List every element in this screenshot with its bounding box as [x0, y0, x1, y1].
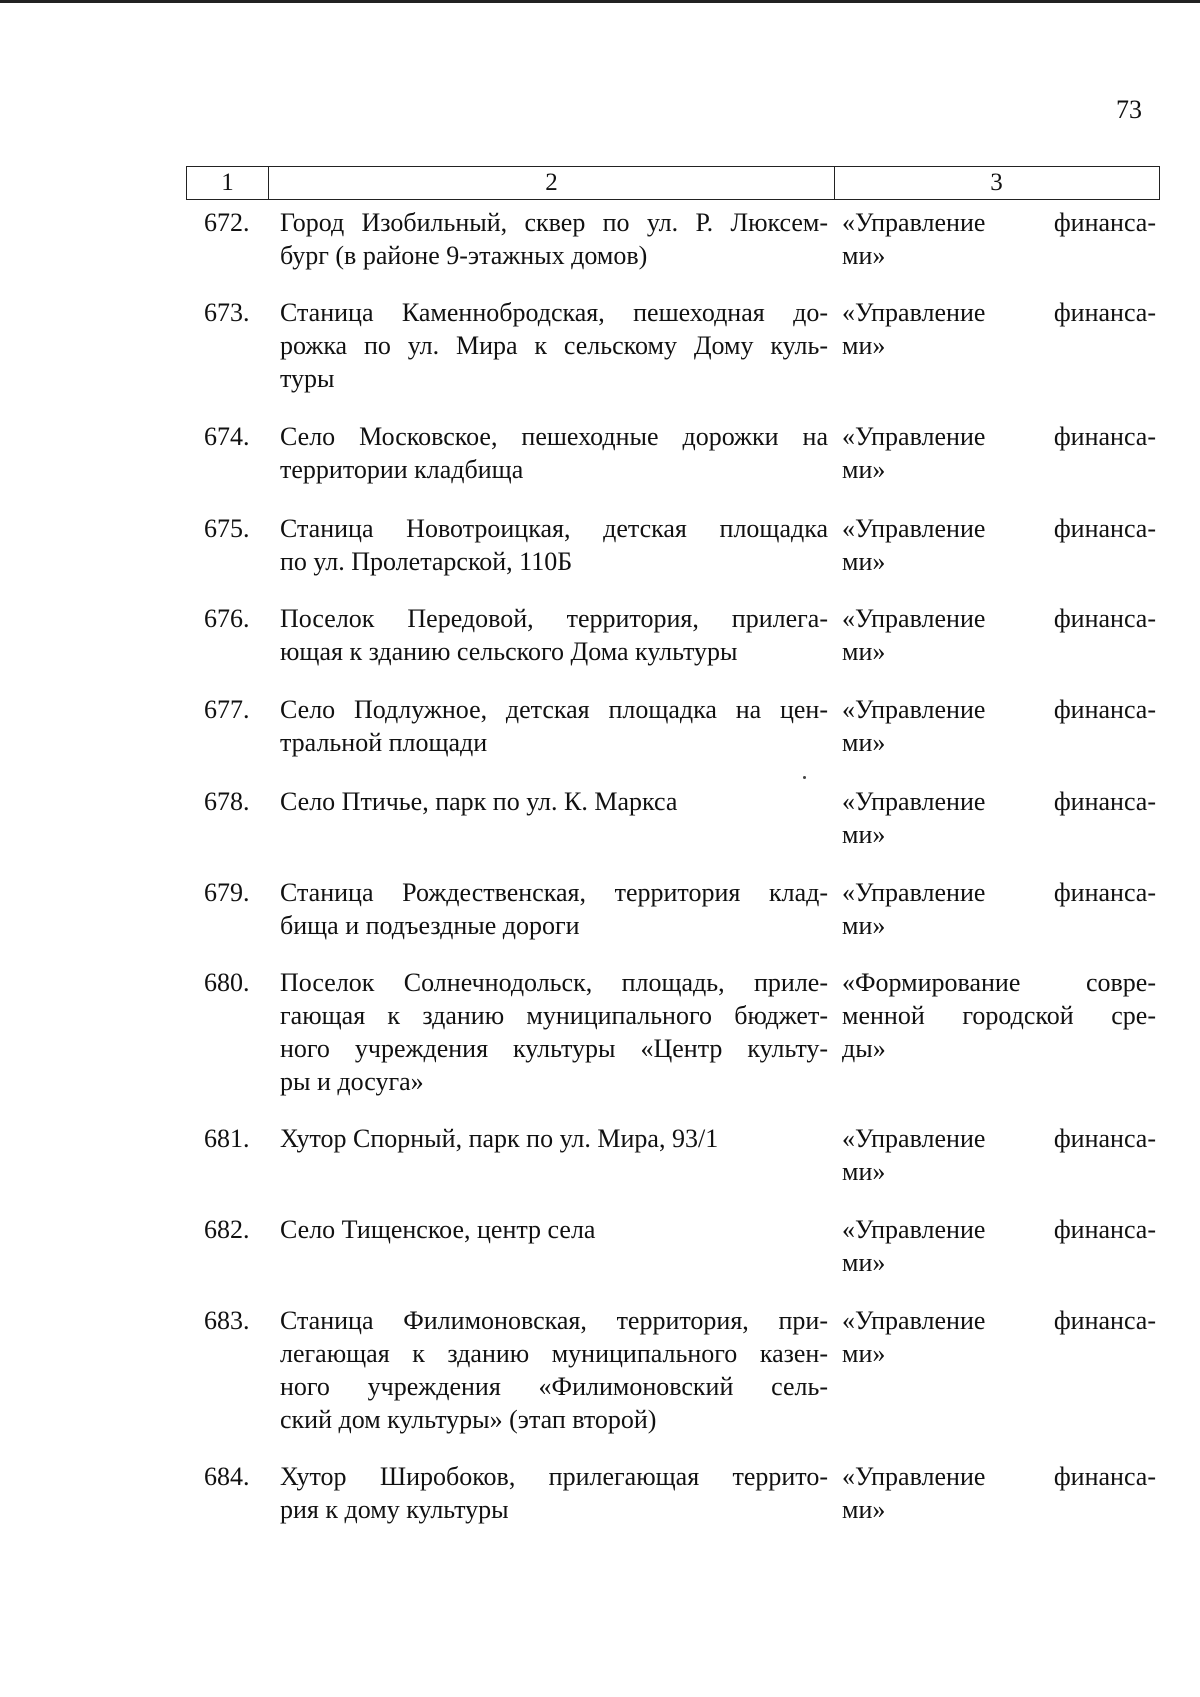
program-line: [842, 966, 1156, 999]
program-line: [842, 1304, 1156, 1337]
program-line: ми»: [842, 1248, 886, 1277]
row-program: [842, 1460, 1156, 1526]
location-line: Село Тищенское, центр села: [280, 1215, 596, 1244]
row-program: [842, 296, 1156, 362]
program-line: [842, 1460, 1156, 1493]
row-location: [280, 1213, 828, 1246]
row-number: 679.: [204, 878, 250, 907]
location-line: Хутор Спорный, парк по ул. Мира, 93/1: [280, 1124, 719, 1153]
program-word: «Управление: [842, 787, 986, 816]
location-line: Станица Новотроицкая, детская площадка: [280, 514, 828, 543]
location-line: ский дом культуры» (этап второй): [280, 1405, 657, 1434]
row-number: 680.: [204, 968, 250, 997]
location-line: Город Изобильный, сквер по ул. Р. Люксем-: [280, 208, 828, 237]
program-word: «Управление: [842, 1306, 986, 1335]
row-location: [280, 1460, 828, 1526]
program-line: [842, 785, 1156, 818]
program-line: ми»: [842, 637, 886, 666]
location-line: бург (в районе 9-этажных домов): [280, 241, 648, 270]
program-word: финанса-: [1053, 298, 1156, 327]
header-col-2: 2: [269, 167, 835, 199]
program-word: финанса-: [1053, 878, 1156, 907]
row-program: [842, 512, 1156, 578]
row-number: 674.: [204, 422, 250, 451]
row-location: [280, 876, 828, 942]
location-line: ного учреждения «Филимоновский сель-: [280, 1372, 828, 1401]
location-line: ного учреждения культуры «Центр культу-: [280, 1034, 828, 1063]
location-line: Станица Филимоновская, территория, при-: [280, 1306, 828, 1335]
location-line: территории кладбища: [280, 455, 524, 484]
location-line: Хутор Широбоков, прилегающая террито-: [280, 1462, 828, 1491]
program-line: ми»: [842, 241, 886, 270]
row-program: [842, 1122, 1156, 1188]
row-location: [280, 1304, 828, 1436]
program-word: «Управление: [842, 1124, 986, 1153]
program-line: [842, 206, 1156, 239]
program-word: финанса-: [1053, 422, 1156, 451]
row-location: [280, 785, 828, 818]
header-col-3: 3: [990, 169, 1003, 196]
scan-speck: [803, 776, 806, 779]
program-line: ми»: [842, 728, 886, 757]
program-word: «Управление: [842, 208, 986, 237]
program-word: «Управление: [842, 422, 986, 451]
row-number: 675.: [204, 514, 250, 543]
program-word: финанса-: [1053, 1124, 1156, 1153]
location-line: туры: [280, 364, 335, 393]
row-number: 673.: [204, 298, 250, 327]
row-number: 672.: [204, 208, 250, 237]
location-line: Станица Рождественская, территория клад-: [280, 878, 828, 907]
row-location: [280, 602, 828, 668]
row-number: 678.: [204, 787, 250, 816]
row-location: [280, 296, 828, 395]
location-line: гающая к зданию муниципального бюджет-: [280, 1001, 828, 1030]
row-program: [842, 876, 1156, 942]
location-line: ющая к зданию сельского Дома культуры: [280, 637, 738, 666]
program-word: финанса-: [1053, 604, 1156, 633]
row-location: [280, 512, 828, 578]
program-word: финанса-: [1053, 1462, 1156, 1491]
program-line: ми»: [842, 820, 886, 849]
location-line: Село Подлужное, детская площадка на цен-: [280, 695, 828, 724]
row-program: [842, 1213, 1156, 1279]
row-number: 683.: [204, 1306, 250, 1335]
program-word: «Управление: [842, 604, 986, 633]
program-line: [842, 1213, 1156, 1246]
program-word: финанса-: [1053, 514, 1156, 543]
program-line: ми»: [842, 911, 886, 940]
page-number: 73: [1116, 95, 1142, 124]
row-location: [280, 966, 828, 1098]
program-line: [842, 602, 1156, 635]
row-location: [280, 420, 828, 486]
row-location: [280, 693, 828, 759]
program-word: совре-: [1085, 968, 1156, 997]
program-line: [842, 296, 1156, 329]
row-program: [842, 785, 1156, 851]
location-line: тральной площади: [280, 728, 488, 757]
row-program: [842, 1304, 1156, 1370]
row-number: 681.: [204, 1124, 250, 1153]
program-line: [842, 693, 1156, 726]
row-program: [842, 602, 1156, 668]
program-word: «Управление: [842, 514, 986, 543]
location-line: легающая к зданию муниципального казен-: [280, 1339, 828, 1368]
program-word: «Управление: [842, 878, 986, 907]
program-line: ми»: [842, 455, 886, 484]
location-line: бища и подъездные дороги: [280, 911, 580, 940]
program-word: «Управление: [842, 298, 986, 327]
row-program: [842, 693, 1156, 759]
row-number: 684.: [204, 1462, 250, 1491]
program-line: ми»: [842, 547, 886, 576]
row-location: [280, 1122, 828, 1155]
program-line: менной городской сре-: [842, 1001, 1156, 1030]
program-line: ми»: [842, 1157, 886, 1186]
row-number: 676.: [204, 604, 250, 633]
row-program: [842, 966, 1156, 1065]
program-line: [842, 1122, 1156, 1155]
row-program: [842, 420, 1156, 486]
location-line: Село Птичье, парк по ул. К. Маркса: [280, 787, 678, 816]
program-line: ми»: [842, 1339, 886, 1368]
program-word: «Управление: [842, 1215, 986, 1244]
program-line: ды»: [842, 1034, 886, 1063]
program-word: «Управление: [842, 1462, 986, 1491]
location-line: ры и досуга»: [280, 1067, 424, 1096]
program-word: «Управление: [842, 695, 986, 724]
location-line: Поселок Солнечнодольск, площадь, приле-: [280, 968, 828, 997]
location-line: рия к дому культуры: [280, 1495, 509, 1524]
program-line: [842, 876, 1156, 909]
location-line: Село Московское, пешеходные дорожки на: [280, 422, 828, 451]
table-header: [186, 166, 1160, 200]
location-line: по ул. Пролетарской, 110Б: [280, 547, 573, 576]
row-location: [280, 206, 828, 272]
location-line: рожка по ул. Мира к сельскому Дому куль-: [280, 331, 828, 360]
location-line: Поселок Передовой, территория, прилега-: [280, 604, 828, 633]
program-line: ми»: [842, 1495, 886, 1524]
row-program: [842, 206, 1156, 272]
program-word: «Формирование: [842, 968, 1021, 997]
program-word: финанса-: [1053, 1306, 1156, 1335]
top-border-line: [0, 0, 1200, 3]
program-line: [842, 512, 1156, 545]
program-word: финанса-: [1053, 695, 1156, 724]
program-word: финанса-: [1053, 1215, 1156, 1244]
program-word: финанса-: [1053, 787, 1156, 816]
program-word: финанса-: [1053, 208, 1156, 237]
program-line: ми»: [842, 331, 886, 360]
row-number: 677.: [204, 695, 250, 724]
location-line: Станица Каменнобродская, пешеходная до-: [280, 298, 828, 327]
program-line: [842, 420, 1156, 453]
header-col-1: 1: [187, 167, 269, 199]
row-number: 682.: [204, 1215, 250, 1244]
